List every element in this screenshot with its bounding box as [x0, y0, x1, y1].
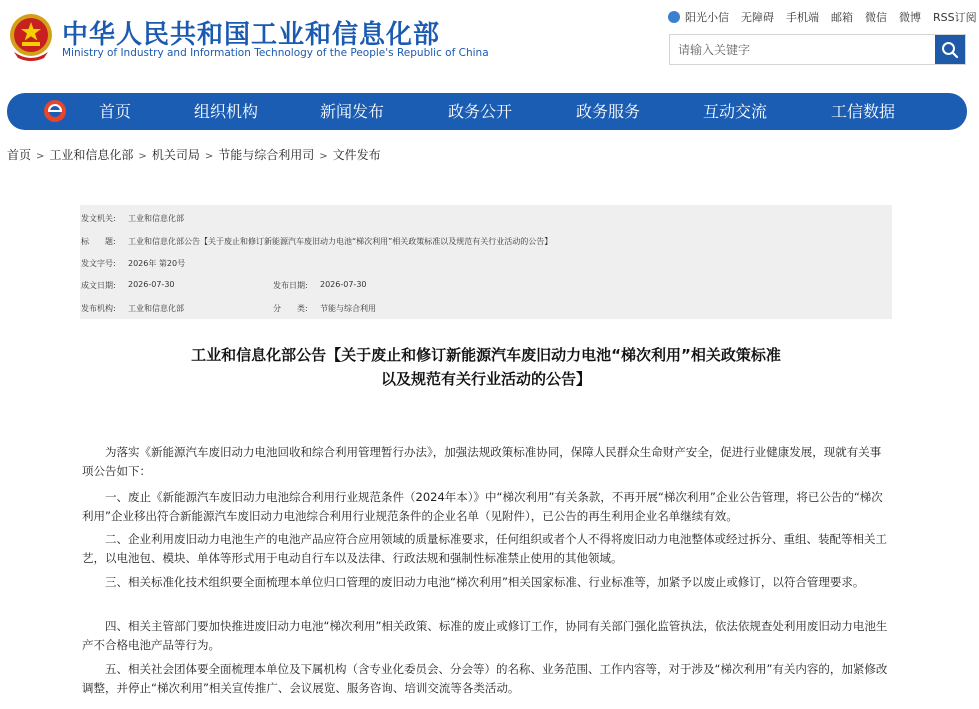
miit-logo-icon[interactable] [43, 99, 67, 123]
nav-home[interactable]: 首页 [99, 102, 132, 121]
sunshine-icon [668, 11, 680, 23]
top-link-sunshine[interactable] [668, 9, 729, 25]
paragraph-5: 五、相关社会团体要全面梳理本单位及下属机构（含专业化委员会、分会等）的名称、业务范围、工作内容等，对于涉及“梯次利用”有关内容的，加紧修改调整，并停止“梯次利用”相关宣传推广、会议展览、服务咨询、培训交流等各类活动。 [82, 662, 888, 695]
meta-title: 工业和信息化部公告【关于废止和修订新能源汽车废旧动力电池“梯次利用”相关政策标准以及规范有关行业活动的公告】 [128, 237, 553, 246]
site-subtitle: Ministry of Industry and Information Technology of the People's Republic of China [62, 47, 489, 59]
search-button[interactable] [935, 35, 965, 64]
paragraph-2: 二、企业利用废旧动力电池生产的电池产品应符合应用领域的质量标准要求，任何组织或者个人不得将废旧动力电池整体或经过拆分、重组、装配等相关工艺，以电池包、模块、单体等形式用于电动自行车以及法律、行政法规和强制性标准禁止使用的其他领域。 [82, 532, 887, 565]
nav-government-affairs[interactable]: 政务公开 [448, 102, 513, 121]
main-nav [7, 93, 967, 130]
document-title-line-1: 工业和信息化部公告【关于废止和修订新能源汽车废旧动力电池“梯次利用”相关政策标准 [191, 346, 781, 364]
meta-issuer: 工业和信息化部 [128, 214, 184, 223]
nav-government-services[interactable]: 政务服务 [576, 102, 641, 121]
national-emblem-icon[interactable] [8, 12, 54, 62]
chevron-right-icon: > [36, 151, 45, 162]
search-box [669, 34, 966, 65]
top-link-accessibility[interactable]: 无障碍 [741, 11, 774, 24]
meta-org-label: 发布机构: [81, 304, 116, 313]
breadcrumb-ministry[interactable]: 工业和信息化部 [49, 148, 134, 162]
nav-interaction[interactable]: 互动交流 [703, 102, 768, 121]
top-link-mobile[interactable]: 手机端 [786, 11, 819, 24]
site-header [0, 0, 979, 90]
meta-category: 节能与综合利用 [320, 304, 376, 313]
paragraph-1: 一、废止《新能源汽车废旧动力电池综合利用行业规范条件（2024年本）》中“梯次利用”有关条款，不再开展“梯次利用”企业公告管理，将已公告的“梯次利用”企业移出符合新能源汽车废旧动力电池综合利用行业规范条件的企业名单（见附件），已公告的再生利用企业名单继续有效。 [82, 490, 883, 523]
meta-docno-label: 发文字号: [81, 259, 116, 268]
document-title [80, 343, 892, 391]
search-input[interactable] [670, 35, 932, 64]
paragraph-4: 四、相关主管部门要加快推进废旧动力电池“梯次利用”相关政策、标准的废止或修订工作，协同有关部门强化监管执法，依法依规查处利用废旧动力电池生产不合格电池产品等行为。 [82, 619, 888, 652]
breadcrumb-documents[interactable]: 文件发布 [332, 148, 381, 162]
chevron-right-icon: > [319, 151, 328, 162]
top-link-mail[interactable]: 邮箱 [831, 11, 853, 24]
search-icon [941, 41, 959, 59]
meta-date: 2026-07-30 [128, 280, 175, 289]
paragraph-3: 三、相关标准化技术组织要全面梳理本单位归口管理的废旧动力电池“梯次利用”相关国家标准、行业标准等，加紧予以废止或修订，以符合管理要求。 [105, 575, 865, 589]
document-title-line-2: 以及规范有关行业活动的公告】 [380, 370, 591, 388]
paragraph-intro: 为落实《新能源汽车废旧动力电池回收和综合利用管理暂行办法》，加强法规政策标准协同，保障人民群众生命财产安全，促进行业健康发展，现就有关事项公告如下： [82, 445, 882, 478]
top-links [668, 9, 977, 25]
breadcrumb-departments[interactable]: 机关司局 [151, 148, 200, 162]
meta-docno: 2026年 第20号 [128, 259, 186, 268]
nav-organization[interactable]: 组织机构 [194, 102, 259, 121]
top-link-weibo[interactable]: 微博 [899, 11, 921, 24]
breadcrumb-home[interactable]: 首页 [7, 148, 32, 162]
meta-issuer-label: 发文机关: [81, 214, 116, 223]
meta-category-label: 分 类: [273, 304, 308, 313]
chevron-right-icon: > [138, 151, 147, 162]
meta-pubdate: 2026-07-30 [320, 280, 367, 289]
site-title: 中华人民共和国工业和信息化部 [62, 20, 441, 50]
document-meta [80, 205, 892, 319]
meta-title-label: 标 题: [81, 237, 116, 246]
breadcrumb-energy-saving[interactable]: 节能与综合利用司 [218, 148, 315, 162]
breadcrumb [7, 146, 381, 163]
nav-news[interactable]: 新闻发布 [320, 102, 385, 121]
top-link-wechat[interactable]: 微信 [865, 11, 887, 24]
top-link-label: 阳光小信 [685, 11, 729, 24]
chevron-right-icon: > [204, 151, 214, 162]
meta-org: 工业和信息化部 [128, 304, 184, 313]
meta-date-label: 成文日期: [81, 281, 116, 290]
top-link-rss[interactable]: RSS订阅 [933, 11, 977, 24]
nav-data[interactable]: 工信数据 [831, 102, 896, 121]
meta-pubdate-label: 发布日期: [273, 281, 308, 290]
